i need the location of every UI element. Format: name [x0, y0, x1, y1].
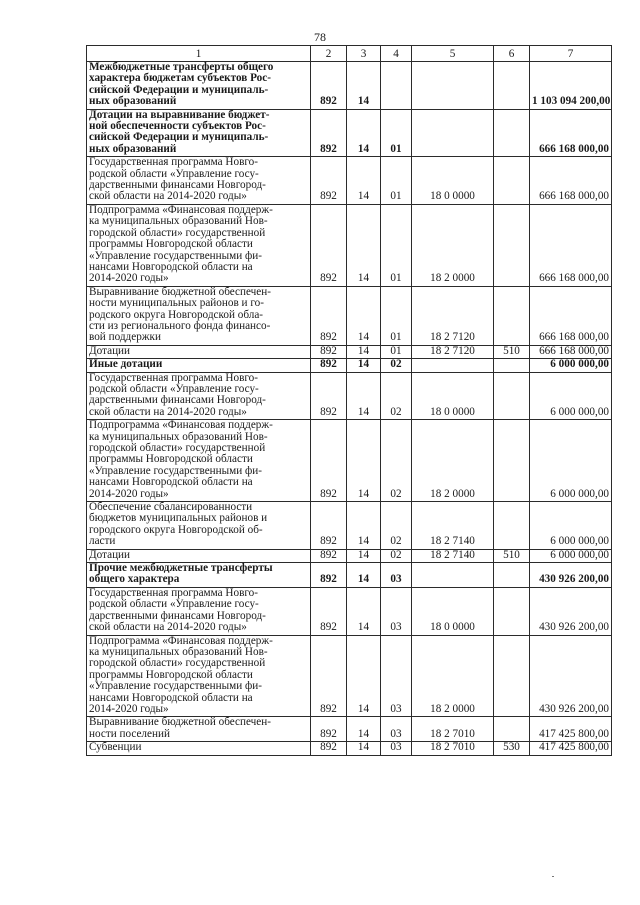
target-article-cell: 18 0 0000: [412, 157, 494, 205]
section-code-cell: 14: [347, 420, 381, 502]
row-name-line: вой поддержки: [89, 331, 161, 344]
row-name-line: сийской Федерации и муниципаль-: [89, 83, 269, 96]
row-name-line: «Управление государственными фи-: [89, 249, 262, 262]
table-row: [87, 359, 612, 372]
scan-speck: [552, 876, 554, 877]
section-code-cell: 14: [347, 157, 381, 205]
amount-cell: 417 425 800,00: [530, 742, 612, 755]
target-article-cell: 18 2 7120: [412, 286, 494, 345]
row-name-line: городской области» государственной: [89, 442, 266, 454]
column-header: 3: [347, 46, 381, 62]
subsection-code-cell: 02: [381, 372, 412, 420]
subsection-code-cell: 02: [381, 359, 412, 372]
subsection-code-cell: 03: [381, 635, 412, 717]
row-name-line: Межбюджетные трансферты общего: [89, 61, 274, 73]
target-article-cell: 18 2 0000: [412, 420, 494, 502]
row-name-line: Дотации на выравнивание бюджет-: [89, 109, 270, 121]
subsection-code-cell: 01: [381, 345, 412, 358]
row-name-line: городской области» государственной: [89, 657, 266, 670]
row-name-line: дарственными финансами Новгород-: [89, 609, 266, 622]
section-code-cell: 14: [347, 502, 381, 550]
row-name-cell: [87, 359, 311, 372]
amount-cell: 6 000 000,00: [530, 359, 612, 372]
row-name-line: ской области на 2014-2020 годы»: [89, 621, 247, 634]
row-name-line: Субвенции: [89, 741, 142, 754]
row-name-cell: [87, 742, 311, 755]
row-name-cell: [87, 286, 311, 345]
section-code-cell: 14: [347, 109, 381, 157]
amount-cell: 666 168 000,00: [530, 204, 612, 286]
expense-type-cell: [494, 587, 530, 635]
section-code-cell: 14: [347, 372, 381, 420]
row-name-line: родской области «Управление госу-: [89, 382, 259, 395]
row-name-line: Выравнивание бюджетной обеспечен-: [89, 716, 271, 729]
expense-type-cell: [494, 286, 530, 345]
row-name-line: сти из регионального фонда финансо-: [89, 319, 271, 332]
row-name-line: бюджетов муниципальных районов и: [89, 512, 268, 525]
expense-type-cell: [494, 157, 530, 205]
amount-cell: 666 168 000,00: [530, 345, 612, 358]
row-name-line: Дотации: [89, 549, 131, 561]
column-header: 2: [311, 46, 347, 62]
admin-code-cell: 892: [311, 587, 347, 635]
amount-cell: 666 168 000,00: [530, 109, 612, 157]
expense-type-cell: [494, 109, 530, 157]
subsection-code-cell: 03: [381, 717, 412, 742]
expense-type-cell: [494, 420, 530, 502]
row-name-line: дарственными финансами Новгород-: [89, 179, 266, 192]
subsection-code-cell: 02: [381, 549, 412, 562]
expense-type-cell: [494, 372, 530, 420]
row-name-line: Прочие межбюджетные трансферты: [89, 562, 273, 575]
row-name-cell: [87, 372, 311, 420]
table-row: [87, 420, 612, 502]
row-name-line: Подпрограмма «Финансовая поддерж-: [89, 419, 273, 432]
table-row: [87, 742, 612, 755]
table-row: [87, 635, 612, 717]
admin-code-cell: 892: [311, 204, 347, 286]
table-row: [87, 549, 612, 562]
budget-table: [86, 45, 612, 756]
table-row: [87, 109, 612, 157]
table-row: [87, 157, 612, 205]
row-name-line: ка муниципальных образований Нов-: [89, 215, 268, 228]
row-name-line: «Управление государственными фи-: [89, 680, 262, 693]
target-article-cell: 18 2 7140: [412, 502, 494, 550]
subsection-code-cell: 01: [381, 157, 412, 205]
row-name-cell: [87, 109, 311, 157]
row-name-line: ных образований: [89, 95, 177, 108]
amount-cell: 430 926 200,00: [530, 635, 612, 717]
expense-type-cell: [494, 204, 530, 286]
row-name-line: программы Новгородской области: [89, 238, 253, 251]
expense-type-cell: [494, 62, 530, 110]
subsection-code-cell: 03: [381, 742, 412, 755]
row-name-line: ной обеспеченности субъектов Рос-: [89, 120, 266, 133]
section-code-cell: 14: [347, 345, 381, 358]
section-code-cell: 14: [347, 563, 381, 588]
section-code-cell: 14: [347, 717, 381, 742]
row-name-line: нансами Новгородской области на: [89, 691, 253, 704]
section-code-cell: 14: [347, 549, 381, 562]
row-name-cell: [87, 717, 311, 742]
table-header-row: [87, 46, 612, 62]
admin-code-cell: 892: [311, 157, 347, 205]
row-name-cell: [87, 420, 311, 502]
amount-cell: 417 425 800,00: [530, 717, 612, 742]
admin-code-cell: 892: [311, 502, 347, 550]
amount-cell: 430 926 200,00: [530, 587, 612, 635]
expense-type-cell: [494, 717, 530, 742]
row-name-cell: [87, 345, 311, 358]
row-name-line: ласти: [89, 535, 116, 548]
section-code-cell: 14: [347, 204, 381, 286]
row-name-line: программы Новгородской области: [89, 668, 253, 681]
target-article-cell: [412, 109, 494, 157]
row-name-line: Обеспечение сбалансированности: [89, 501, 253, 514]
row-name-line: ка муниципальных образований Нов-: [89, 645, 268, 658]
row-name-cell: [87, 62, 311, 110]
target-article-cell: [412, 62, 494, 110]
row-name-line: нансами Новгородской области на: [89, 260, 253, 273]
row-name-line: родского округа Новгородской обла-: [89, 308, 264, 321]
admin-code-cell: 892: [311, 563, 347, 588]
table-row: [87, 587, 612, 635]
amount-cell: 1 103 094 200,00: [530, 62, 612, 110]
table-row: [87, 502, 612, 550]
table-row: [87, 204, 612, 286]
amount-cell: 6 000 000,00: [530, 549, 612, 562]
expense-type-cell: [494, 635, 530, 717]
table-row: [87, 372, 612, 420]
amount-cell: 6 000 000,00: [530, 372, 612, 420]
row-name-cell: [87, 157, 311, 205]
table-row: [87, 717, 612, 742]
amount-cell: 430 926 200,00: [530, 563, 612, 588]
table-row: [87, 345, 612, 358]
target-article-cell: 18 2 7140: [412, 549, 494, 562]
row-name-cell: [87, 587, 311, 635]
expense-type-cell: 510: [494, 549, 530, 562]
admin-code-cell: 892: [311, 359, 347, 372]
subsection-code-cell: [381, 62, 412, 110]
subsection-code-cell: 03: [381, 587, 412, 635]
admin-code-cell: 892: [311, 742, 347, 755]
subsection-code-cell: 01: [381, 204, 412, 286]
row-name-line: ской области на 2014-2020 годы»: [89, 190, 247, 203]
table-row: [87, 286, 612, 345]
row-name-line: Подпрограмма «Финансовая поддерж-: [89, 204, 273, 216]
target-article-cell: 18 2 7120: [412, 345, 494, 358]
row-name-line: Государственная программа Новго-: [89, 372, 258, 384]
admin-code-cell: 892: [311, 372, 347, 420]
subsection-code-cell: 01: [381, 286, 412, 345]
column-header: 5: [412, 46, 494, 62]
row-name-cell: [87, 549, 311, 562]
section-code-cell: 14: [347, 587, 381, 635]
column-header: 7: [530, 46, 612, 62]
table-row: [87, 563, 612, 588]
section-code-cell: 14: [347, 635, 381, 717]
row-name-line: нансами Новгородской области на: [89, 476, 253, 489]
page-number: 78: [314, 30, 326, 44]
column-header: 6: [494, 46, 530, 62]
row-name-cell: [87, 563, 311, 588]
row-name-line: Государственная программа Новго-: [89, 587, 258, 599]
target-article-cell: 18 2 7010: [412, 742, 494, 755]
row-name-cell: [87, 502, 311, 550]
amount-cell: 6 000 000,00: [530, 502, 612, 550]
admin-code-cell: 892: [311, 62, 347, 110]
admin-code-cell: 892: [311, 717, 347, 742]
subsection-code-cell: 03: [381, 563, 412, 588]
row-name-line: Дотации: [89, 345, 131, 357]
row-name-line: городского округа Новгородской об-: [89, 523, 263, 536]
admin-code-cell: 892: [311, 345, 347, 358]
target-article-cell: 18 2 0000: [412, 635, 494, 717]
subsection-code-cell: 02: [381, 502, 412, 550]
section-code-cell: 14: [347, 359, 381, 372]
row-name-line: ка муниципальных образований Нов-: [89, 430, 268, 443]
section-code-cell: 14: [347, 742, 381, 755]
target-article-cell: [412, 563, 494, 588]
row-name-line: Иные дотации: [89, 358, 163, 371]
row-name-line: 2014-2020 годы»: [89, 487, 169, 500]
row-name-cell: [87, 204, 311, 286]
row-name-line: ности муниципальных районов и го-: [89, 297, 264, 310]
amount-cell: 666 168 000,00: [530, 157, 612, 205]
column-header: 4: [381, 46, 412, 62]
section-code-cell: 14: [347, 62, 381, 110]
row-name-line: родской области «Управление госу-: [89, 167, 259, 180]
target-article-cell: 18 0 0000: [412, 587, 494, 635]
row-name-line: общего характера: [89, 573, 180, 586]
section-code-cell: 14: [347, 286, 381, 345]
expense-type-cell: 530: [494, 742, 530, 755]
admin-code-cell: 892: [311, 635, 347, 717]
row-name-line: ности поселений: [89, 727, 170, 740]
row-name-line: 2014-2020 годы»: [89, 272, 169, 285]
row-name-line: «Управление государственными фи-: [89, 464, 262, 477]
target-article-cell: 18 2 0000: [412, 204, 494, 286]
row-name-line: Государственная программа Новго-: [89, 156, 258, 169]
admin-code-cell: 892: [311, 286, 347, 345]
row-name-line: родской области «Управление госу-: [89, 598, 259, 611]
target-article-cell: [412, 359, 494, 372]
expense-type-cell: [494, 359, 530, 372]
row-name-line: программы Новгородской области: [89, 453, 253, 466]
row-name-line: характера бюджетам субъектов Рос-: [89, 72, 271, 85]
row-name-line: ных образований: [89, 142, 177, 155]
expense-type-cell: [494, 563, 530, 588]
target-article-cell: 18 0 0000: [412, 372, 494, 420]
row-name-line: сийской Федерации и муниципаль-: [89, 131, 269, 144]
table-row: [87, 62, 612, 110]
row-name-line: Выравнивание бюджетной обеспечен-: [89, 286, 271, 298]
admin-code-cell: 892: [311, 109, 347, 157]
target-article-cell: 18 2 7010: [412, 717, 494, 742]
subsection-code-cell: 02: [381, 420, 412, 502]
row-name-line: 2014-2020 годы»: [89, 702, 169, 715]
column-header: 1: [87, 46, 311, 62]
row-name-cell: [87, 635, 311, 717]
subsection-code-cell: 01: [381, 109, 412, 157]
row-name-line: Подпрограмма «Финансовая поддерж-: [89, 635, 273, 647]
admin-code-cell: 892: [311, 420, 347, 502]
row-name-line: дарственными финансами Новгород-: [89, 394, 266, 407]
expense-type-cell: 510: [494, 345, 530, 358]
amount-cell: 6 000 000,00: [530, 420, 612, 502]
row-name-line: ской области на 2014-2020 годы»: [89, 405, 247, 418]
admin-code-cell: 892: [311, 549, 347, 562]
row-name-line: городской области» государственной: [89, 226, 266, 239]
expense-type-cell: [494, 502, 530, 550]
amount-cell: 666 168 000,00: [530, 286, 612, 345]
